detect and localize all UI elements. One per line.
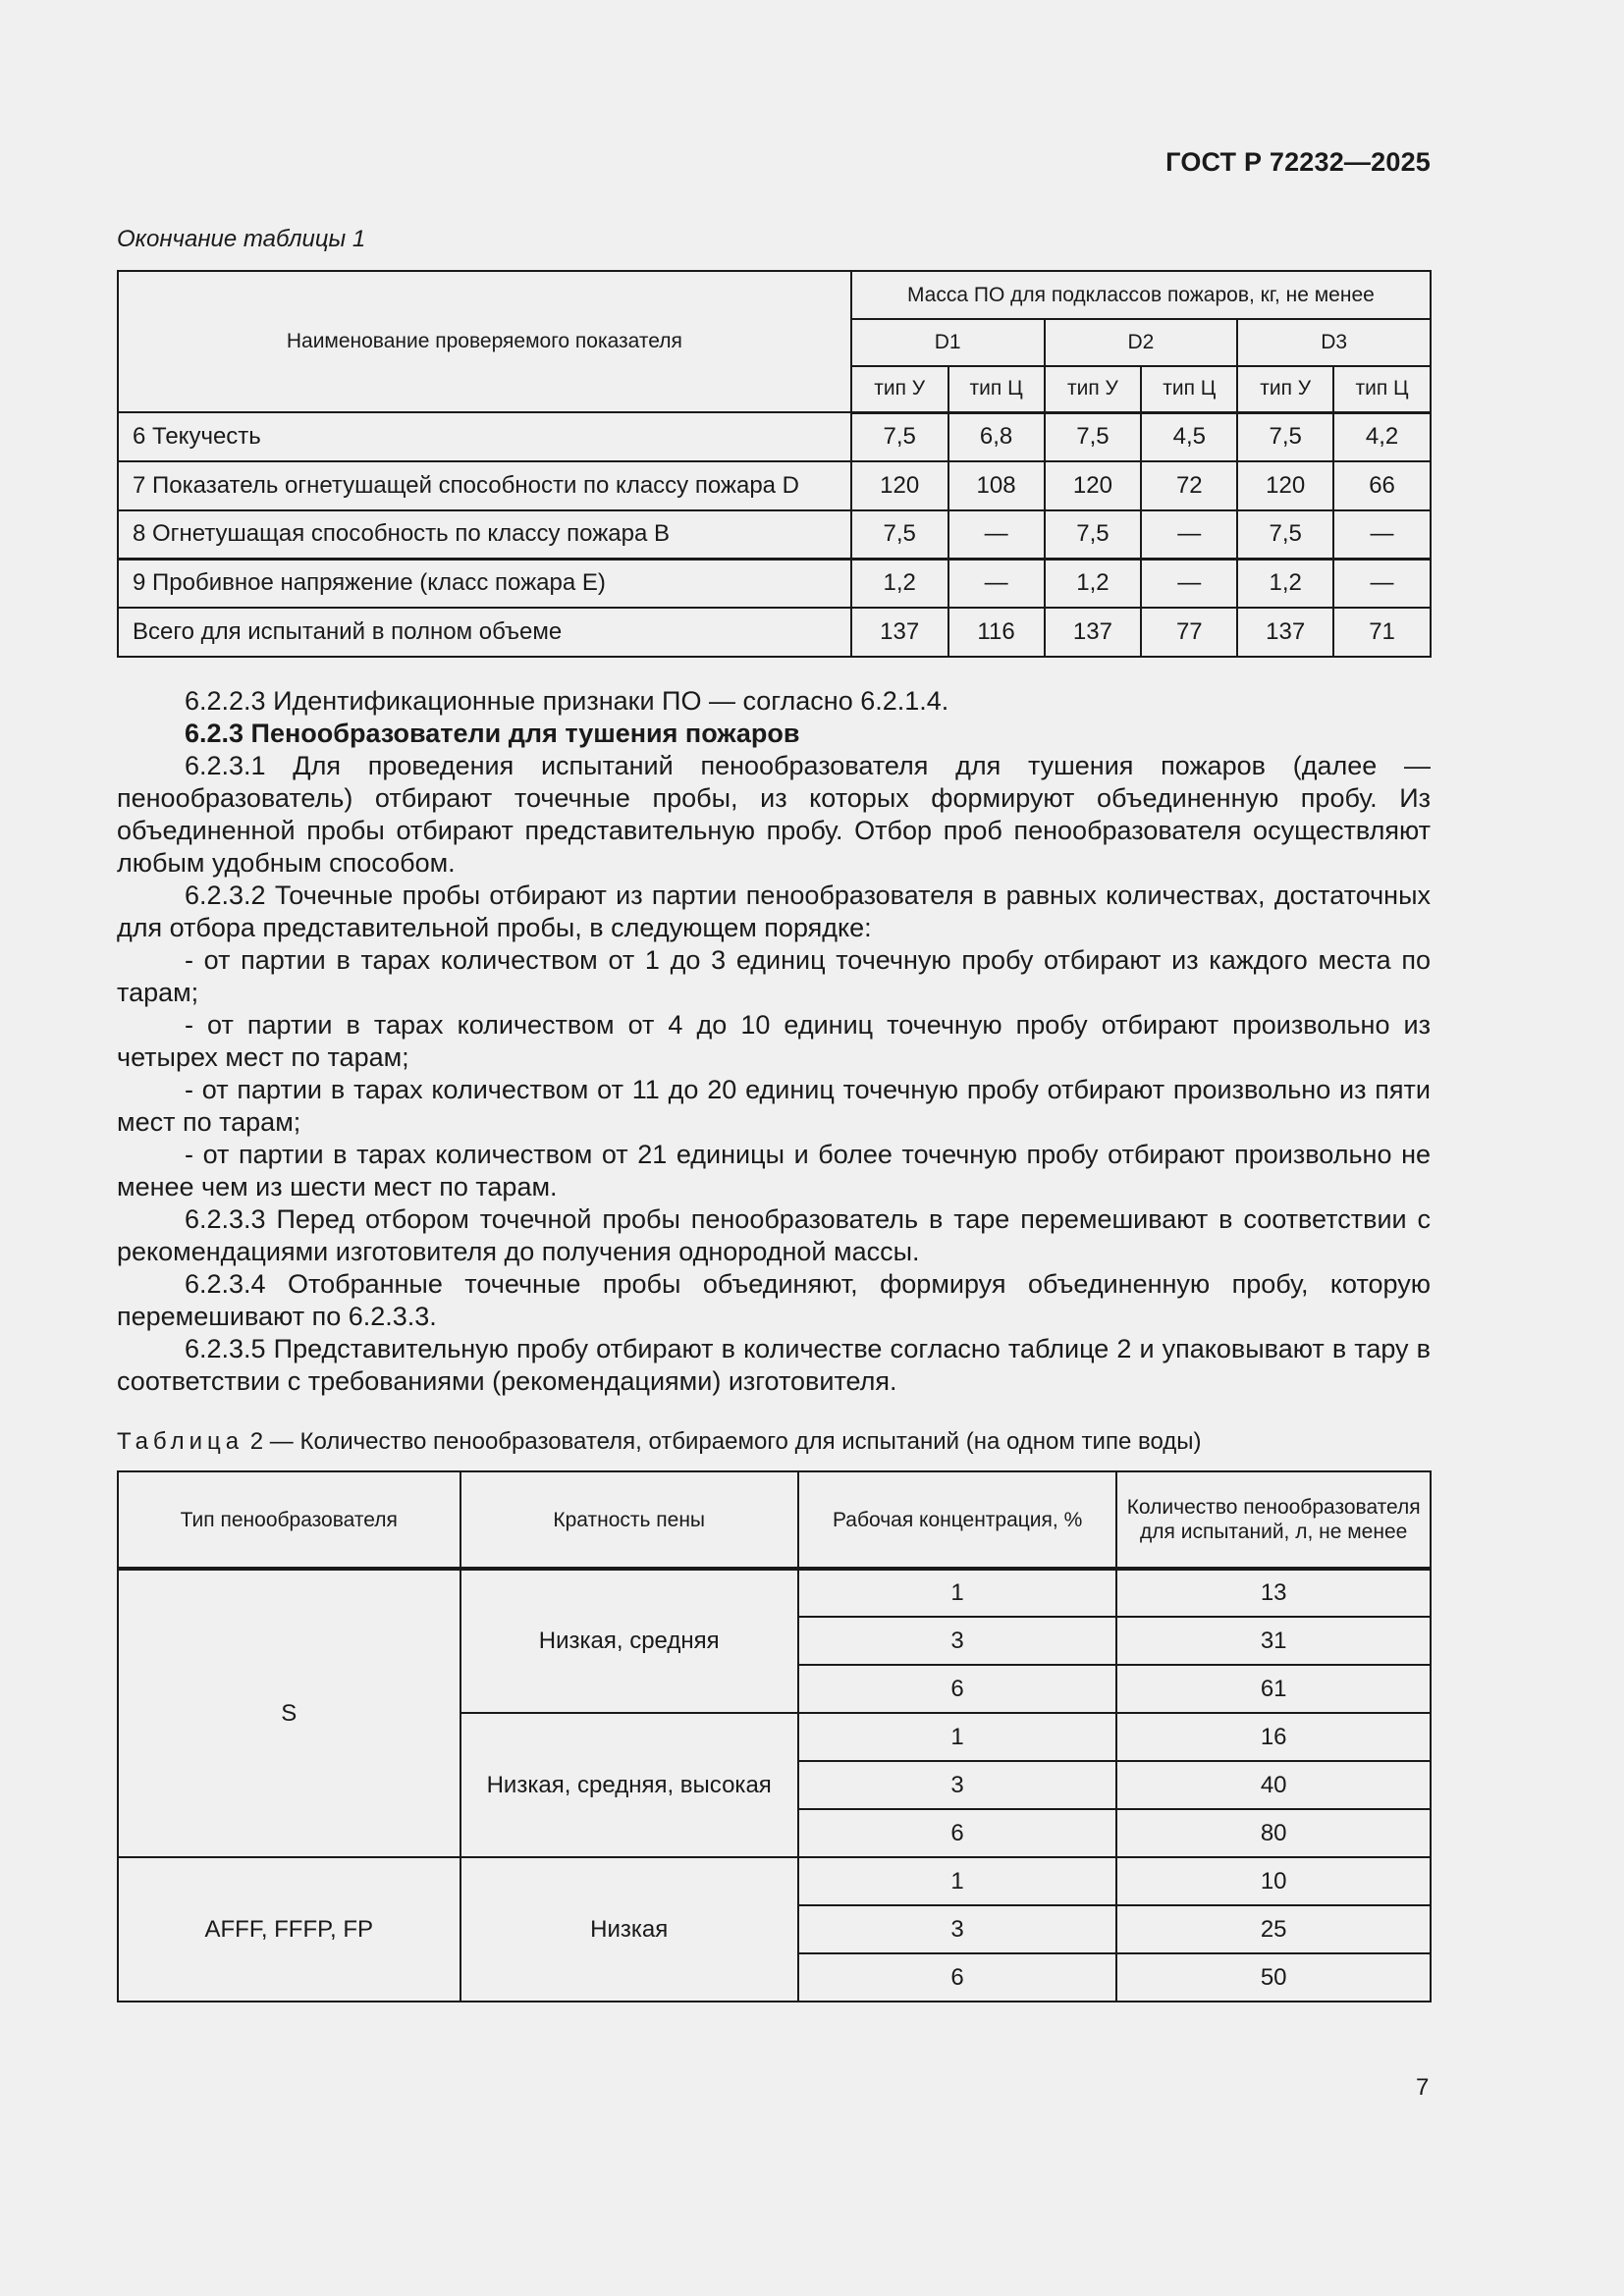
table1-type-header: тип Ц <box>1141 366 1237 412</box>
table-row <box>118 559 1431 608</box>
paragraph: 6.2.3.5 Представительную пробу отбирают в количестве согласно таблице 2 и упаковывают в тару в соответствии с требованиями (рекомендациями) изготовителя. <box>117 1334 1431 1396</box>
cell-value: 7,5 <box>1237 510 1333 559</box>
section-heading: 6.2.3 Пенообразователи для тушения пожаров <box>185 719 800 748</box>
cell-value: 7,5 <box>851 510 948 559</box>
cell-value: 108 <box>948 461 1045 510</box>
list-item: - от партии в тарах количеством от 11 до 20 единиц точечную пробу отбирают произвольно из пяти мест по тарам; <box>117 1075 1431 1137</box>
cell-value: 1,2 <box>1045 559 1142 608</box>
table-row <box>118 1569 1431 1617</box>
concentration-cell: 3 <box>798 1617 1117 1665</box>
row-name: 7 Показатель огнетушащей способности по классу пожара D <box>118 461 851 510</box>
row-name: 8 Огнетушащая способность по классу пожара В <box>118 510 851 559</box>
cell-value: — <box>1141 510 1237 559</box>
quantity-cell: 25 <box>1116 1905 1431 1953</box>
concentration-cell: 1 <box>798 1713 1117 1761</box>
concentration-cell: 6 <box>798 1809 1117 1857</box>
table1-subclass-d3: D3 <box>1237 319 1431 366</box>
quantity-cell: 13 <box>1116 1569 1431 1617</box>
table1-mass-header: Масса ПО для подклассов пожаров, кг, не менее <box>851 271 1431 319</box>
table-row <box>118 461 1431 510</box>
row-name: 9 Пробивное напряжение (класс пожара Е) <box>118 559 851 608</box>
table2 <box>117 1470 1432 2002</box>
table1-subclass-d1: D1 <box>851 319 1045 366</box>
cell-value: 7,5 <box>1237 412 1333 461</box>
table2-caption-prefix: Таблица <box>117 1428 244 1455</box>
cell-value: — <box>1141 559 1237 608</box>
cell-value: 7,5 <box>1045 510 1142 559</box>
cell-value: 120 <box>851 461 948 510</box>
body-text <box>117 685 1431 1398</box>
foam-type-cell: AFFF, FFFP, FP <box>118 1857 460 2002</box>
paragraph: 6.2.2.3 Идентификационные признаки ПО — согласно 6.2.1.4. <box>185 686 949 716</box>
quantity-cell: 80 <box>1116 1809 1431 1857</box>
cell-value: 137 <box>851 608 948 657</box>
paragraph: 6.2.3.1 Для проведения испытаний пенообразователя для тушения пожаров (далее — пенообразователь) отбирают точечные пробы, из которых формируют объединенную пробу. Из объединенной пробы отбирают представительную пробу. Отбор проб пенообразователя осуществляют любым удобным способом. <box>117 751 1431 878</box>
concentration-cell: 3 <box>798 1905 1117 1953</box>
foam-type-cell: S <box>118 1569 460 1857</box>
table-row <box>118 412 1431 461</box>
page-number: 7 <box>1416 2074 1430 2101</box>
quantity-cell: 40 <box>1116 1761 1431 1809</box>
quantity-cell: 10 <box>1116 1857 1431 1905</box>
cell-value: 4,2 <box>1333 412 1431 461</box>
multiplicity-cell: Низкая <box>460 1857 798 2002</box>
cell-value: 137 <box>1045 608 1142 657</box>
table2-header-concentration: Рабочая концентрация, % <box>798 1471 1117 1569</box>
table1-subclass-d2: D2 <box>1045 319 1238 366</box>
table-row <box>118 510 1431 559</box>
cell-value: 1,2 <box>1237 559 1333 608</box>
cell-value: 72 <box>1141 461 1237 510</box>
paragraph: 6.2.3.4 Отобранные точечные пробы объединяют, формируя объединенную пробу, которую перемешивают по 6.2.3.3. <box>117 1269 1431 1331</box>
cell-value: 1,2 <box>851 559 948 608</box>
table2-caption-text: 2 — Количество пенообразователя, отбираемого для испытаний (на одном типе воды) <box>244 1428 1202 1455</box>
table2-caption <box>117 1428 1202 1456</box>
quantity-cell: 50 <box>1116 1953 1431 2002</box>
concentration-cell: 1 <box>798 1857 1117 1905</box>
quantity-cell: 31 <box>1116 1617 1431 1665</box>
table1-type-header: тип У <box>1237 366 1333 412</box>
table1 <box>117 270 1432 658</box>
cell-value: 120 <box>1045 461 1142 510</box>
table1-type-header: тип Ц <box>1333 366 1431 412</box>
cell-value: 66 <box>1333 461 1431 510</box>
cell-value: 137 <box>1237 608 1333 657</box>
document-number: ГОСТ Р 72232—2025 <box>1165 147 1431 177</box>
list-item: - от партии в тарах количеством от 21 единицы и более точечную пробу отбирают произвольно не менее чем из шести мест по тарам. <box>117 1140 1431 1201</box>
table2-header-type: Тип пенообразователя <box>118 1471 460 1569</box>
cell-value: — <box>948 559 1045 608</box>
table1-caption: Окончание таблицы 1 <box>117 226 366 252</box>
cell-value: — <box>1333 559 1431 608</box>
cell-value: 7,5 <box>851 412 948 461</box>
table1-name-header: Наименование проверяемого показателя <box>118 271 851 412</box>
list-item: - от партии в тарах количеством от 1 до 3 единиц точечную пробу отбирают из каждого места по тарам; <box>117 945 1431 1007</box>
concentration-cell: 3 <box>798 1761 1117 1809</box>
list-item: - от партии в тарах количеством от 4 до 10 единиц точечную пробу отбирают произвольно из четырех мест по тарам; <box>117 1010 1431 1072</box>
table1-type-header: тип Ц <box>948 366 1045 412</box>
table1-type-header: тип У <box>1045 366 1142 412</box>
cell-value: 7,5 <box>1045 412 1142 461</box>
concentration-cell: 1 <box>798 1569 1117 1617</box>
table2-header-quantity: Количество пенообразователя для испытаний, л, не менее <box>1116 1471 1431 1569</box>
cell-value: — <box>948 510 1045 559</box>
table-row <box>118 608 1431 657</box>
table-row <box>118 1857 1431 1905</box>
row-name: Всего для испытаний в полном объеме <box>118 608 851 657</box>
multiplicity-cell: Низкая, средняя <box>460 1569 798 1713</box>
cell-value: 4,5 <box>1141 412 1237 461</box>
cell-value: 77 <box>1141 608 1237 657</box>
cell-value: 116 <box>948 608 1045 657</box>
concentration-cell: 6 <box>798 1665 1117 1713</box>
paragraph: 6.2.3.3 Перед отбором точечной пробы пенообразователь в таре перемешивают в соответствии с рекомендациями изготовителя до получения однородной массы. <box>117 1204 1431 1266</box>
quantity-cell: 16 <box>1116 1713 1431 1761</box>
cell-value: 6,8 <box>948 412 1045 461</box>
quantity-cell: 61 <box>1116 1665 1431 1713</box>
multiplicity-cell: Низкая, средняя, высокая <box>460 1713 798 1857</box>
row-name: 6 Текучесть <box>118 412 851 461</box>
cell-value: — <box>1333 510 1431 559</box>
concentration-cell: 6 <box>798 1953 1117 2002</box>
paragraph: 6.2.3.2 Точечные пробы отбирают из партии пенообразователя в равных количествах, достаточных для отбора представительной пробы, в следующем порядке: <box>117 881 1431 942</box>
cell-value: 120 <box>1237 461 1333 510</box>
cell-value: 71 <box>1333 608 1431 657</box>
table2-header-multiplicity: Кратность пены <box>460 1471 798 1569</box>
table1-type-header: тип У <box>851 366 948 412</box>
